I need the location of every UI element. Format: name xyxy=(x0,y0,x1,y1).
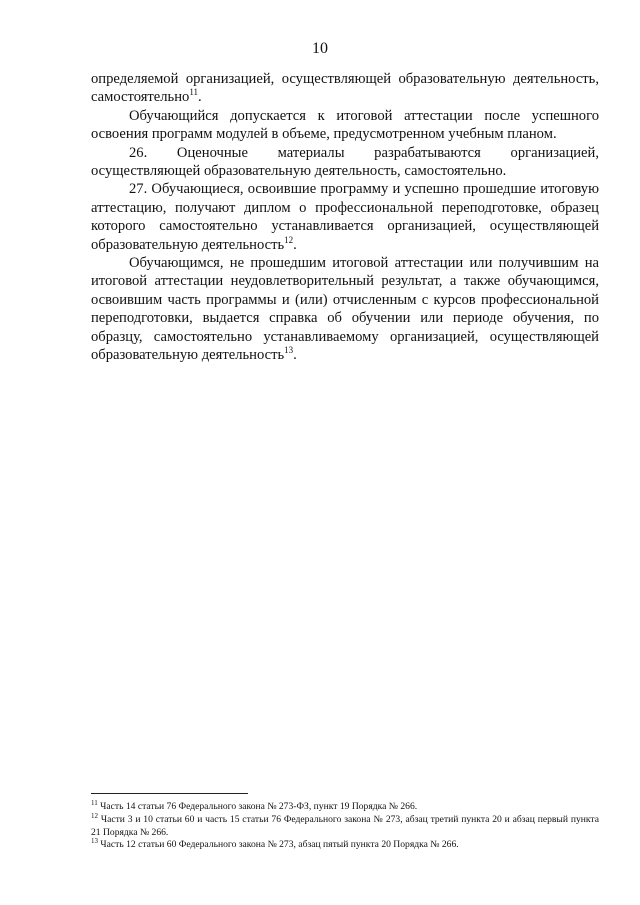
footnote-mark: 13 xyxy=(91,837,98,846)
document-body xyxy=(91,70,599,365)
paragraph-end-punctuation: . xyxy=(198,89,202,106)
footnote-reference: 13 xyxy=(284,345,294,356)
paragraph-text: Обучающийся допускается к итоговой аттестации после успешного освоения программ модулей в объеме, предусмотренном учебным планом. xyxy=(91,107,599,143)
footnote-divider xyxy=(91,793,248,794)
paragraph-27 xyxy=(91,180,599,254)
footnotes xyxy=(91,798,599,852)
footnote-mark: 11 xyxy=(91,798,98,807)
paragraph-end-punctuation: . xyxy=(293,236,297,253)
footnote xyxy=(91,798,599,814)
paragraph-text: 27. Обучающиеся, освоившие программу и успешно прошедшие итоговую аттестацию, получают диплом о профессиональной переподготовке, образец которого самостоятельно устанавливается организацией, осуществляющей образовательную деятельность xyxy=(91,181,599,253)
paragraph-26 xyxy=(91,144,599,181)
paragraph-text: 26. Оценочные материалы разрабатываются организацией, осуществляющей образовательную деятельность, самостоятельно. xyxy=(91,144,599,180)
footnote-text: Часть 12 статьи 60 Федерального закона № 273, абзац пятый пункта 20 Порядка № 266. xyxy=(100,839,459,851)
footnote-reference: 12 xyxy=(284,234,294,245)
paragraph-text: определяемой организацией, осуществляющей образовательную деятельность, самостоятельно xyxy=(91,71,599,106)
footnote-reference: 11 xyxy=(189,87,198,98)
footnote-text: Часть 14 статьи 76 Федерального закона № 273-ФЗ, пункт 19 Порядка № 266. xyxy=(100,801,418,812)
paragraph-continuation xyxy=(91,70,599,107)
footnote-text: Части 3 и 10 статьи 60 и часть 15 статьи 76 Федерального закона № 273, абзац третий пункта 20 и абзац первый пункта 21 Порядка № 266. xyxy=(91,813,599,838)
footnote xyxy=(91,839,599,852)
paragraph-text: Обучающимся, не прошедшим итоговой аттестации или получившим на итоговой аттестации неудовлетворительный результат, а также обучающимся, освоившим часть программы и (или) отчисленным с курсов профессиональной переподготовки, выдается справка об обучении или периоде обучения, по образцу, самостоятельно устанавливаемому организацией, осуществляющей образовательную деятельность xyxy=(91,255,599,364)
footnote-mark: 12 xyxy=(91,811,98,820)
paragraph-end-punctuation: . xyxy=(293,347,297,364)
paragraph-certificate xyxy=(91,254,599,364)
paragraph-admission xyxy=(91,107,599,144)
footnote xyxy=(91,811,599,840)
page-number: 10 xyxy=(312,40,328,57)
